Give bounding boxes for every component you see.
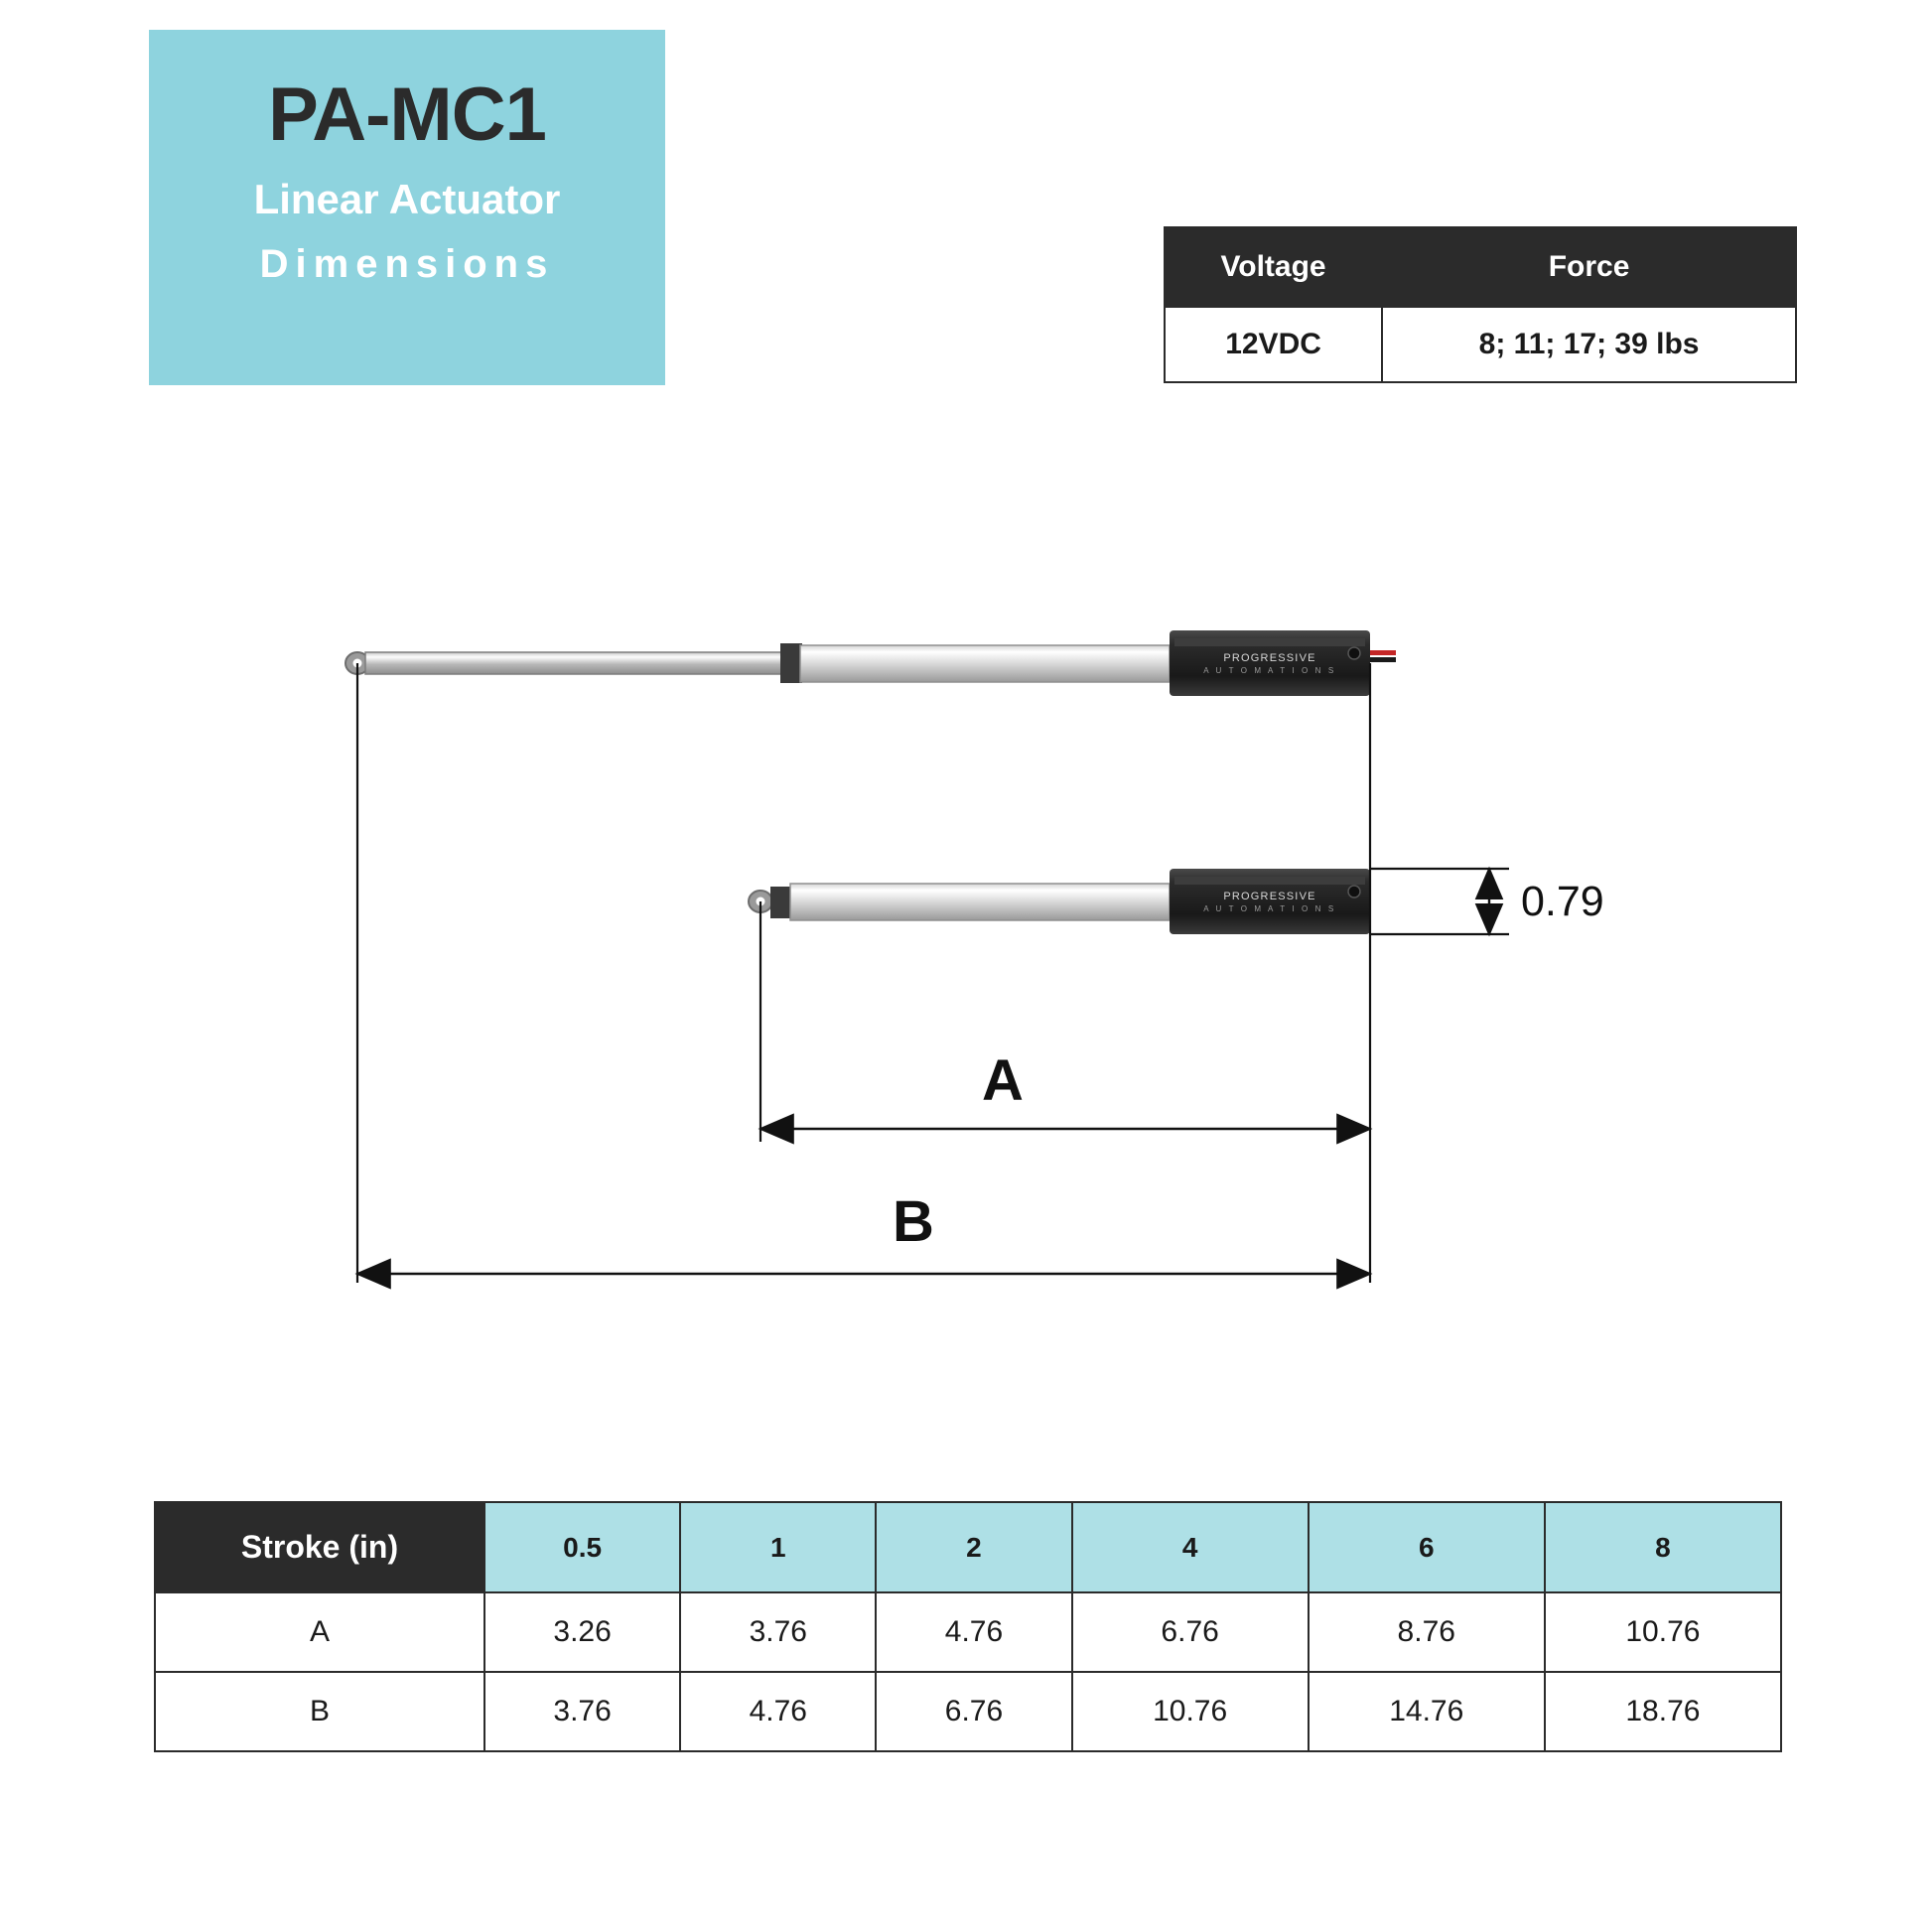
cell-b-5: 18.76 [1545,1672,1781,1751]
stroke-col-5: 8 [1545,1502,1781,1592]
wire-black-top [1370,657,1396,662]
brand-subtext-bottom: A U T O M A T I O N S [1203,904,1336,913]
table-row [155,1672,1781,1751]
dimension-height-label: 0.79 [1521,878,1604,925]
dimension-a [760,1048,1370,1129]
brand-text-bottom: PROGRESSIVE [1223,891,1316,902]
cell-a-3: 6.76 [1072,1592,1309,1672]
row-label-a: A [155,1592,484,1672]
cell-a-1: 3.76 [680,1592,876,1672]
spec-header-voltage: Voltage [1165,227,1382,307]
stroke-col-2: 2 [876,1502,1071,1592]
cell-a-0: 3.26 [484,1592,680,1672]
page-title: PA-MC1 [268,72,546,157]
cell-b-2: 6.76 [876,1672,1071,1751]
rod-collar [780,643,802,683]
dimension-b-label: B [893,1189,934,1254]
spec-value-force: 8; 11; 17; 39 lbs [1382,307,1796,382]
actuator-tube [800,645,1170,682]
cell-b-1: 4.76 [680,1672,876,1751]
stroke-col-4: 6 [1309,1502,1545,1592]
extension-rod [365,652,782,674]
stroke-table [154,1501,1782,1752]
cell-a-4: 8.76 [1309,1592,1545,1672]
stroke-col-3: 4 [1072,1502,1309,1592]
header-subtitle-dimensions: Dimensions [259,242,555,286]
housing-top-stripe-2 [1174,877,1365,885]
dimension-b [357,1189,1370,1274]
stroke-table-corner-label: Stroke (in) [155,1502,484,1592]
brand-subtext-top: A U T O M A T I O N S [1203,666,1336,675]
header-subtitle-product: Linear Actuator [253,176,561,222]
actuator-extended [345,630,1396,696]
actuator-retracted [749,869,1370,934]
actuator-tube-2 [790,884,1170,920]
cell-b-0: 3.76 [484,1672,680,1751]
rod-collar-2 [770,887,792,918]
stroke-col-1: 1 [680,1502,876,1592]
spec-header-force: Force [1382,227,1796,307]
cell-b-4: 14.76 [1309,1672,1545,1751]
brand-text-top: PROGRESSIVE [1223,652,1316,664]
rear-mount-hole-top [1348,647,1360,659]
row-label-b: B [155,1672,484,1751]
cell-a-2: 4.76 [876,1592,1071,1672]
dimension-height [1489,869,1604,934]
wire-red-top [1370,650,1396,655]
cell-b-3: 10.76 [1072,1672,1309,1751]
table-row [155,1592,1781,1672]
cell-a-5: 10.76 [1545,1592,1781,1672]
stroke-table-header-row [155,1502,1781,1592]
spec-value-voltage: 12VDC [1165,307,1382,382]
housing-top-stripe [1174,638,1365,646]
rear-mount-hole-bottom [1348,886,1360,897]
stroke-col-0: 0.5 [484,1502,680,1592]
dimension-a-label: A [982,1048,1024,1113]
